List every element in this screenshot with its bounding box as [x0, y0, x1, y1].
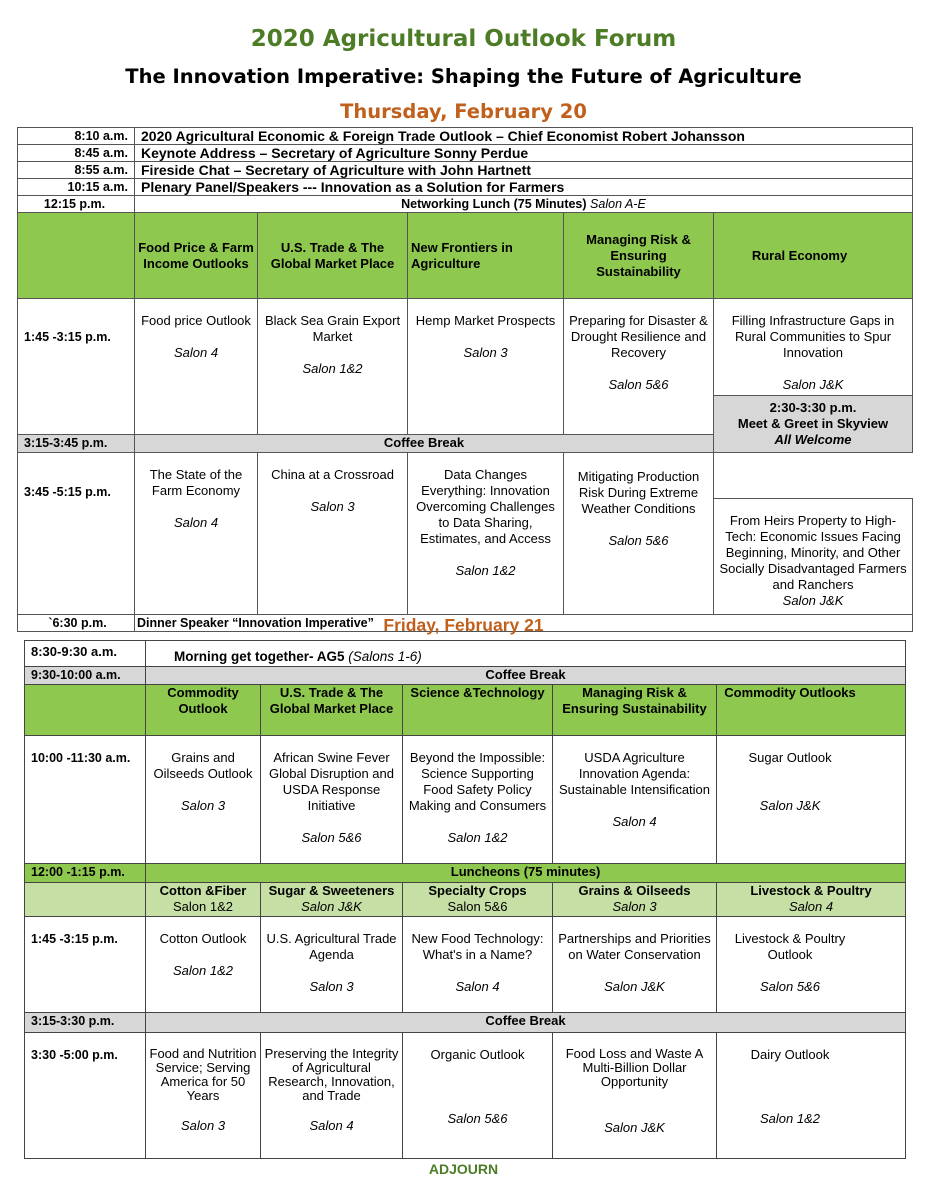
- session-cell: [403, 917, 553, 1013]
- friday-schedule-table: [24, 640, 906, 1159]
- lunch-track-title: Livestock & Poultry: [750, 883, 872, 898]
- session-room: Salon 1&2: [447, 830, 508, 845]
- session-title: Food Loss and Waste A Multi-Billion Dollar Opportunity: [565, 1046, 704, 1089]
- session-room: Salon 1&2: [455, 563, 516, 578]
- lunch-track: [553, 883, 717, 917]
- session-room: Salon J&K: [782, 377, 844, 392]
- session-cell: [146, 1033, 261, 1159]
- time-cell: 12:00 -1:15 p.m.: [25, 864, 146, 883]
- meet-note: All Welcome: [774, 432, 852, 447]
- session-title: Organic Outlook: [430, 1047, 525, 1062]
- session-title: Beyond the Impossible: Science Supporting Food Safety Policy Making and Consumers: [408, 750, 547, 813]
- lunch-cell: [135, 196, 913, 213]
- track-header: Commodity Outlooks: [717, 685, 906, 736]
- session-cell: [717, 1033, 906, 1159]
- time-cell: 3:15-3:30 p.m.: [25, 1013, 146, 1033]
- session-room: Salon 3: [180, 1118, 226, 1133]
- lunch-track: [146, 883, 261, 917]
- lunch-track: [261, 883, 403, 917]
- session-title: USDA Agriculture Innovation Agenda: Sustainable Intensification: [558, 750, 711, 797]
- morning-event: Morning get together- AG5: [174, 649, 345, 664]
- track-header-row: [18, 213, 913, 299]
- track-header: Food Price & Farm Income Outlooks: [135, 213, 258, 299]
- session-title: Livestock & Poultry Outlook: [734, 931, 846, 962]
- session-cell: [714, 499, 913, 615]
- session-title: China at a Crossroad: [271, 467, 394, 482]
- morning-row: [25, 641, 906, 667]
- time-cell: 3:15-3:45 p.m.: [18, 435, 135, 453]
- session-row: [18, 299, 913, 396]
- lunch-track-room: Salon 5&6: [447, 899, 508, 914]
- session-title: African Swine Fever Global Disruption and USDA Response Initiative: [268, 750, 395, 813]
- session-title: Black Sea Grain Export Market: [264, 313, 401, 344]
- lunch-track-room: Salon 4: [788, 899, 834, 914]
- track-header: Managing Risk & Ensuring Sustainability: [553, 685, 717, 736]
- coffee-row: [25, 1013, 906, 1033]
- lunch-room: Salon A-E: [590, 197, 646, 211]
- session-title: Preparing for Disaster & Drought Resilience and Recovery: [569, 313, 708, 360]
- table-row: [18, 128, 913, 145]
- session-title: Partnerships and Priorities on Water Conservation: [558, 931, 711, 962]
- forum-subtitle: The Innovation Imperative: Shaping the Future of Agriculture: [125, 65, 802, 88]
- session-cell: [135, 453, 258, 615]
- time-cell: 8:30-9:30 a.m.: [25, 641, 146, 667]
- plenary-event: Plenary Panel/Speakers --- Innovation as a Solution for Farmers: [135, 179, 913, 196]
- track-header-empty: [25, 685, 146, 736]
- session-cell: [146, 917, 261, 1013]
- time-cell: 3:30 -5:00 p.m.: [25, 1033, 146, 1159]
- coffee-break-cell: Coffee Break: [146, 667, 906, 685]
- lunch-track-title: Specialty Crops: [428, 883, 527, 898]
- lunch-track-row: [25, 883, 906, 917]
- lunch-track-empty: [25, 883, 146, 917]
- table-row: [18, 162, 913, 179]
- session-room: Salon J&K: [604, 1120, 665, 1135]
- session-cell: [258, 299, 408, 435]
- time-cell: 8:55 a.m.: [18, 162, 135, 179]
- session-cell: [261, 1033, 403, 1159]
- luncheons-cell: Luncheons (75 minutes): [146, 864, 906, 883]
- lunch-track-title: Grains & Oilseeds: [578, 883, 691, 898]
- session-room: Salon 5&6: [608, 377, 669, 392]
- thursday-heading: Thursday, February 20: [340, 100, 587, 123]
- plenary-event: Keynote Address – Secretary of Agriculture Sonny Perdue: [135, 145, 913, 162]
- track-header: New Frontiers in Agriculture: [408, 213, 564, 299]
- time-cell: 8:10 a.m.: [18, 128, 135, 145]
- coffee-break-cell: Coffee Break: [146, 1013, 906, 1033]
- time-cell: 3:45 -5:15 p.m.: [18, 453, 135, 615]
- session-cell: [553, 917, 717, 1013]
- track-header-empty: [18, 213, 135, 299]
- session-title: Filling Infrastructure Gaps in Rural Communities to Spur Innovation: [731, 313, 895, 360]
- meet-title: Meet & Greet in Skyview: [737, 416, 889, 431]
- time-cell: 12:15 p.m.: [18, 196, 135, 213]
- meet-greet-cell: [714, 396, 913, 453]
- morning-cell: [146, 641, 906, 667]
- session-room: Salon 5&6: [447, 1111, 508, 1126]
- lunch-track: [717, 883, 906, 917]
- session-title: Food price Outlook: [141, 313, 251, 328]
- session-cell: [258, 453, 408, 615]
- session-cell: [553, 1033, 717, 1159]
- lunch-track: [403, 883, 553, 917]
- plenary-event: 2020 Agricultural Economic & Foreign Trade Outlook – Chief Economist Robert Johansson: [135, 128, 913, 145]
- session-cell: [564, 453, 714, 615]
- session-row: [25, 736, 906, 864]
- session-cell: [714, 299, 913, 396]
- forum-title: 2020 Agricultural Outlook Forum: [250, 26, 677, 52]
- time-cell: `6:30 p.m.: [18, 615, 135, 632]
- track-header: U.S. Trade & The Global Market Place: [258, 213, 408, 299]
- session-title: Sugar Outlook: [748, 750, 832, 765]
- coffee-row: [25, 667, 906, 685]
- session-room: Salon 4: [455, 979, 500, 994]
- session-room: Salon 4: [173, 345, 219, 360]
- lunch-label: Networking Lunch (75 Minutes): [401, 197, 587, 211]
- coffee-break-cell: Coffee Break: [135, 435, 714, 453]
- session-room: Salon 3: [463, 345, 508, 360]
- session-cell: [408, 299, 564, 435]
- table-row: [18, 145, 913, 162]
- track-header: Rural Economy: [714, 213, 913, 299]
- lunch-row: [25, 864, 906, 883]
- session-cell: [564, 299, 714, 435]
- lunch-track-title: Cotton &Fiber: [159, 883, 247, 898]
- session-room: Salon 1&2: [173, 963, 233, 978]
- adjourn-label: ADJOURN: [428, 1161, 499, 1177]
- session-cell: [403, 736, 553, 864]
- session-title: Dairy Outlook: [750, 1047, 830, 1062]
- friday-heading: Friday, February 21: [383, 615, 544, 635]
- session-room: Salon 4: [612, 814, 657, 829]
- session-room: Salon 1&2: [302, 361, 363, 376]
- session-cell: [408, 453, 564, 615]
- session-cell: [717, 917, 906, 1013]
- time-cell: 1:45 -3:15 p.m.: [25, 917, 146, 1013]
- session-room: Salon J&K: [782, 593, 844, 608]
- session-cell: [261, 917, 403, 1013]
- session-cell: [553, 736, 717, 864]
- session-room: Salon J&K: [604, 979, 665, 994]
- track-header: U.S. Trade & The Global Market Place: [261, 685, 403, 736]
- session-title: U.S. Agricultural Trade Agenda: [266, 931, 397, 962]
- track-header: Commodity Outlook: [146, 685, 261, 736]
- table-row: [18, 179, 913, 196]
- session-room: Salon 4: [173, 515, 219, 530]
- session-room: Salon 5&6: [760, 979, 821, 994]
- session-room: Salon 4: [309, 1118, 354, 1133]
- track-header: Science &Technology: [403, 685, 553, 736]
- plenary-event: Fireside Chat – Secretary of Agriculture with John Hartnett: [135, 162, 913, 179]
- session-cell: [146, 736, 261, 864]
- lunch-track-room: Salon 3: [612, 899, 657, 914]
- session-title: Food and Nutrition Service; Serving America for 50 Years: [149, 1046, 257, 1103]
- session-room: Salon 3: [310, 499, 355, 514]
- lunch-track-title: Sugar & Sweeteners: [268, 883, 395, 898]
- session-room: Salon J&K: [759, 798, 821, 813]
- session-cell: [261, 736, 403, 864]
- session-cell: [717, 736, 906, 864]
- session-title: Preserving the Integrity of Agricultural Research, Innovation, and Trade: [264, 1046, 399, 1103]
- time-cell: 8:45 a.m.: [18, 145, 135, 162]
- track-header: Managing Risk & Ensuring Sustainability: [564, 213, 714, 299]
- time-cell: 1:45 -3:15 p.m.: [18, 299, 135, 435]
- session-row: [25, 917, 906, 1013]
- morning-room: (Salons 1-6): [348, 649, 422, 664]
- session-row: [18, 453, 913, 499]
- session-title: Grains and Oilseeds Outlook: [153, 750, 253, 781]
- session-room: Salon 3: [309, 979, 354, 994]
- session-title: Cotton Outlook: [159, 931, 247, 946]
- session-title: New Food Technology: What's in a Name?: [411, 931, 544, 962]
- session-room: Salon 1&2: [760, 1111, 821, 1126]
- session-title: From Heirs Property to High-Tech: Economic Issues Facing Beginning, Minority, and Other Socially Disadvantaged Farmers and Ranchers: [719, 513, 907, 592]
- meet-time: 2:30-3:30 p.m.: [769, 400, 857, 415]
- session-cell: [403, 1033, 553, 1159]
- session-title: Mitigating Production Risk During Extreme Weather Conditions: [577, 469, 700, 516]
- track-header-row: [25, 685, 906, 736]
- session-row: [25, 1033, 906, 1159]
- session-room: Salon 5&6: [608, 533, 669, 548]
- session-cell: [135, 299, 258, 435]
- time-cell: 9:30-10:00 a.m.: [25, 667, 146, 685]
- session-title: Hemp Market Prospects: [415, 313, 556, 328]
- thursday-schedule-table: [17, 127, 913, 632]
- table-row: [18, 196, 913, 213]
- lunch-track-room: Salon J&K: [301, 899, 362, 914]
- dinner-event: Dinner Speaker “Innovation Imperative”: [135, 615, 913, 632]
- session-title: The State of the Farm Economy: [149, 467, 243, 498]
- session-title: Data Changes Everything: Innovation Overcoming Challenges to Data Sharing, Estimates, and Access: [416, 467, 555, 546]
- time-cell: 10:15 a.m.: [18, 179, 135, 196]
- lunch-track-room: Salon 1&2: [173, 899, 233, 914]
- time-cell: 10:00 -11:30 a.m.: [25, 736, 146, 864]
- session-room: Salon 3: [180, 798, 226, 813]
- session-room: Salon 5&6: [301, 830, 362, 845]
